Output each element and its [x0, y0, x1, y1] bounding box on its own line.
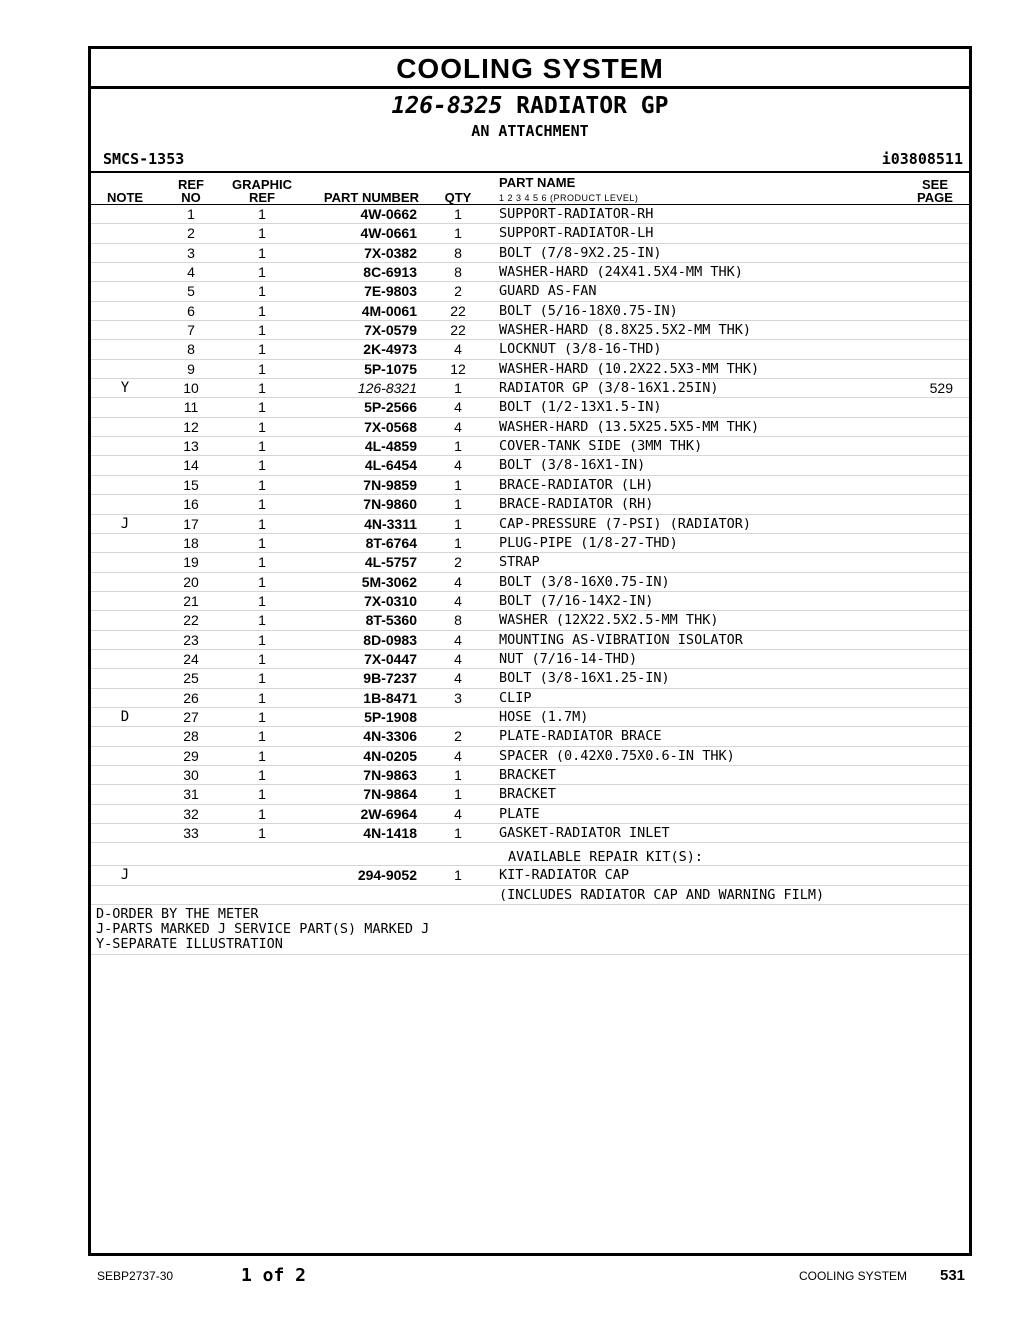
- table-row[interactable]: [91, 262, 969, 281]
- row-part-number[interactable]: 7X-0310: [364, 592, 417, 609]
- row-graphic-ref: 1: [258, 496, 266, 513]
- row-qty: 1: [454, 534, 462, 551]
- row-part-number[interactable]: 8D-0983: [363, 631, 417, 648]
- row-graphic-ref: 1: [258, 360, 266, 377]
- row-part-name: WASHER-HARD (24X41.5X4-MM THK): [499, 264, 743, 281]
- row-ref-no: 1: [187, 206, 195, 222]
- row-qty: 2: [454, 554, 462, 571]
- row-graphic-ref: 1: [258, 554, 266, 571]
- row-part-name: RADIATOR GP (3/8-16X1.25IN): [499, 380, 719, 397]
- row-part-name: BRACKET: [499, 766, 556, 783]
- row-graphic-ref: 1: [258, 283, 266, 300]
- row-part-number[interactable]: 4M-0061: [361, 302, 417, 319]
- row-ref-no: 32: [183, 805, 199, 822]
- row-part-name: BOLT (1/2-13X1.5-IN): [499, 399, 662, 416]
- row-part-number[interactable]: 4W-0662: [360, 206, 417, 222]
- row-ref-no: 18: [183, 534, 199, 551]
- row-part-name: SUPPORT-RADIATOR-LH: [499, 225, 654, 242]
- row-ref-no: 25: [183, 670, 199, 687]
- row-part-number[interactable]: 8T-6764: [365, 534, 417, 551]
- row-qty: 1: [454, 206, 462, 222]
- table-row[interactable]: [91, 475, 969, 494]
- row-qty: 4: [454, 747, 462, 764]
- header-note: NOTE: [106, 190, 144, 205]
- row-ref-no: 30: [183, 766, 199, 783]
- row-qty: 1: [454, 766, 462, 783]
- row-ref-no: 26: [183, 689, 199, 706]
- repair-kit-heading-row: [91, 842, 969, 865]
- row-part-number[interactable]: 1B-8471: [363, 689, 417, 706]
- row-graphic-ref: 1: [258, 805, 266, 822]
- row-ref-no: 2: [187, 225, 195, 242]
- row-part-name: PLATE-RADIATOR BRACE: [499, 728, 662, 745]
- table-row[interactable]: [91, 668, 969, 687]
- table-row[interactable]: [91, 417, 969, 436]
- row-ref-no: 17: [183, 515, 199, 532]
- table-row[interactable]: [91, 707, 969, 726]
- row-part-name: COVER-TANK SIDE (3MM THK): [499, 438, 703, 455]
- row-part-number[interactable]: 4N-3306: [363, 728, 417, 745]
- row-part-name: CLIP: [499, 689, 532, 706]
- table-row[interactable]: [91, 572, 969, 591]
- smcs-code: SMCS-1353: [103, 150, 185, 168]
- row-note: J: [120, 515, 130, 532]
- table-row[interactable]: [91, 223, 969, 242]
- row-part-name: BOLT (7/8-9X2.25-IN): [499, 244, 662, 261]
- parts-page-frame: [88, 46, 972, 1256]
- header-graphic-ref: [229, 178, 295, 204]
- row-graphic-ref: 1: [258, 206, 266, 222]
- group-subtitle: AN ATTACHMENT: [471, 122, 589, 140]
- row-graphic-ref: 1: [258, 573, 266, 590]
- header-qty: QTY: [444, 190, 472, 205]
- row-graphic-ref: 1: [258, 728, 266, 745]
- parts-table: [91, 204, 969, 955]
- row-part-number[interactable]: 4L-5757: [364, 554, 417, 571]
- row-qty: 12: [450, 360, 466, 377]
- row-qty: 4: [454, 631, 462, 648]
- row-part-name: BOLT (7/16-14X2-IN): [499, 592, 654, 609]
- row-graphic-ref: 1: [258, 264, 266, 281]
- row-qty: 8: [454, 244, 462, 261]
- row-ref-no: 14: [183, 457, 199, 474]
- row-graphic-ref: 1: [258, 399, 266, 416]
- table-row[interactable]: [91, 243, 969, 262]
- row-part-number[interactable]: 4L-6454: [364, 457, 417, 474]
- row-qty: 4: [454, 650, 462, 667]
- row-part-name: BRACKET: [499, 786, 556, 803]
- row-ref-no: 19: [183, 554, 199, 571]
- repair-kit-part-number[interactable]: 294-9052: [357, 867, 417, 884]
- row-part-name: WASHER-HARD (10.2X22.5X3-MM THK): [499, 360, 760, 377]
- row-graphic-ref: 1: [258, 322, 266, 339]
- footer-page-of: 1 of 2: [241, 1265, 307, 1286]
- table-row[interactable]: [91, 339, 969, 358]
- header-ref-line1: REF: [178, 177, 204, 192]
- table-row[interactable]: [91, 281, 969, 300]
- repair-kit-note: J: [120, 867, 130, 884]
- row-qty: 1: [454, 225, 462, 242]
- row-part-number[interactable]: 9B-7237: [363, 670, 417, 687]
- table-row[interactable]: [91, 591, 969, 610]
- note-y: Y-SEPARATE ILLUSTRATION: [96, 936, 283, 953]
- row-part-number[interactable]: 7E-9803: [364, 283, 417, 300]
- row-part-name: SPACER (0.42X0.75X0.6-IN THK): [499, 747, 735, 764]
- row-part-name: NUT (7/16-14-THD): [499, 650, 638, 667]
- group-title: [91, 93, 969, 119]
- row-part-name: BOLT (3/8-16X1-IN): [499, 457, 646, 474]
- row-graphic-ref: 1: [258, 670, 266, 687]
- row-ref-no: 22: [183, 612, 199, 629]
- row-graphic-ref: 1: [258, 534, 266, 551]
- row-graphic-ref: 1: [258, 341, 266, 358]
- row-qty: 4: [454, 457, 462, 474]
- row-qty: 22: [450, 322, 466, 339]
- row-qty: 1: [454, 515, 462, 532]
- table-row[interactable]: [91, 204, 969, 223]
- row-part-number[interactable]: 4W-0661: [360, 225, 417, 242]
- row-part-name: PLATE: [499, 805, 540, 822]
- row-part-name: BOLT (5/16-18X0.75-IN): [499, 302, 678, 319]
- row-part-number[interactable]: 126-8321: [357, 380, 417, 397]
- table-row[interactable]: [91, 436, 969, 455]
- table-row[interactable]: [91, 765, 969, 784]
- notes-block: [91, 904, 969, 955]
- row-graphic-ref: 1: [258, 515, 266, 532]
- row-note: D: [120, 708, 130, 725]
- row-part-number[interactable]: 4L-4859: [364, 438, 417, 455]
- row-ref-no: 7: [187, 322, 195, 339]
- row-part-number[interactable]: 5M-3062: [361, 573, 417, 590]
- row-ref-no: 20: [183, 573, 199, 590]
- table-row[interactable]: [91, 494, 969, 513]
- row-qty: 4: [454, 592, 462, 609]
- row-part-name: MOUNTING AS-VIBRATION ISOLATOR: [499, 631, 743, 648]
- row-part-name: BOLT (3/8-16X0.75-IN): [499, 573, 670, 590]
- table-row[interactable]: [91, 610, 969, 629]
- row-graphic-ref: 1: [258, 225, 266, 242]
- row-qty: 1: [454, 380, 462, 397]
- row-ref-no: 6: [187, 302, 195, 319]
- footer-doc-id: SEBP2737-30: [97, 1269, 174, 1283]
- header-see-line2: PAGE: [917, 190, 953, 205]
- row-see-page[interactable]: 529: [929, 380, 953, 397]
- row-part-number[interactable]: 4N-1418: [363, 825, 417, 841]
- row-part-name: BRACE-RADIATOR (RH): [499, 496, 654, 513]
- group-name: RADIATOR GP: [516, 93, 669, 119]
- row-ref-no: 15: [183, 476, 199, 493]
- repair-kit-qty: 1: [454, 867, 462, 884]
- table-row[interactable]: [91, 688, 969, 707]
- row-part-name: SUPPORT-RADIATOR-RH: [499, 206, 654, 222]
- row-part-number[interactable]: 7X-0382: [364, 244, 417, 261]
- header-graphic-line1: GRAPHIC: [232, 177, 292, 192]
- row-qty: 1: [454, 476, 462, 493]
- row-qty: 1: [454, 496, 462, 513]
- row-graphic-ref: 1: [258, 302, 266, 319]
- row-graphic-ref: 1: [258, 476, 266, 493]
- row-graphic-ref: 1: [258, 650, 266, 667]
- header-ref-no: [173, 178, 209, 204]
- footer-section: COOLING SYSTEM: [799, 1269, 908, 1283]
- row-ref-no: 13: [183, 438, 199, 455]
- row-qty: 1: [454, 786, 462, 803]
- repair-kit-name: KIT-RADIATOR CAP: [499, 867, 630, 884]
- row-qty: 1: [454, 438, 462, 455]
- row-part-name: BOLT (3/8-16X1.25-IN): [499, 670, 670, 687]
- row-ref-no: 24: [183, 650, 199, 667]
- row-graphic-ref: 1: [258, 825, 266, 841]
- row-ref-no: 28: [183, 728, 199, 745]
- row-qty: 4: [454, 399, 462, 416]
- header-part-number: PART NUMBER: [323, 190, 419, 205]
- repair-kit-heading: AVAILABLE REPAIR KIT(S):: [508, 849, 704, 866]
- header-part-name: PART NAME: [499, 175, 576, 190]
- note-j: J-PARTS MARKED J SERVICE PART(S) MARKED J: [96, 921, 430, 938]
- illustration-id: i03808511: [881, 150, 963, 168]
- repair-kit-includes-row: [91, 885, 969, 904]
- row-part-number[interactable]: 7X-0579: [364, 322, 417, 339]
- section-title: COOLING SYSTEM: [91, 49, 969, 89]
- row-part-name: STRAP: [499, 554, 540, 571]
- row-part-name: LOCKNUT (3/8-16-THD): [499, 341, 662, 358]
- table-row[interactable]: [91, 320, 969, 339]
- table-row[interactable]: [91, 455, 969, 474]
- row-ref-no: 31: [183, 786, 199, 803]
- row-qty: 4: [454, 805, 462, 822]
- row-ref-no: 12: [183, 418, 199, 435]
- table-row[interactable]: [91, 397, 969, 416]
- row-graphic-ref: 1: [258, 244, 266, 261]
- row-qty: 8: [454, 612, 462, 629]
- row-ref-no: 4: [187, 264, 195, 281]
- row-ref-no: 3: [187, 244, 195, 261]
- row-qty: 4: [454, 670, 462, 687]
- row-part-number[interactable]: 2K-4973: [363, 341, 417, 358]
- row-part-name: WASHER (12X22.5X2.5-MM THK): [499, 612, 719, 629]
- row-part-number[interactable]: 4N-0205: [363, 747, 417, 764]
- table-row[interactable]: [91, 649, 969, 668]
- table-row[interactable]: [91, 823, 969, 842]
- row-part-name: WASHER-HARD (13.5X25.5X5-MM THK): [499, 418, 760, 435]
- row-graphic-ref: 1: [258, 612, 266, 629]
- row-ref-no: 5: [187, 283, 195, 300]
- row-part-number[interactable]: 4N-3311: [364, 515, 417, 532]
- row-part-number[interactable]: 5P-1075: [364, 360, 417, 377]
- note-d: D-ORDER BY THE METER: [96, 906, 259, 923]
- row-graphic-ref: 1: [258, 786, 266, 803]
- row-qty: 2: [454, 283, 462, 300]
- row-ref-no: 11: [183, 399, 199, 416]
- row-part-number[interactable]: 7X-0447: [364, 650, 417, 667]
- header-product-levels: 1 2 3 4 5 6 (PRODUCT LEVEL): [499, 193, 639, 203]
- row-part-name: PLUG-PIPE (1/8-27-THD): [499, 534, 678, 551]
- row-qty: 2: [454, 728, 462, 745]
- row-graphic-ref: 1: [258, 631, 266, 648]
- row-part-number[interactable]: 2W-6964: [360, 805, 417, 822]
- table-row[interactable]: [91, 533, 969, 552]
- table-row[interactable]: [91, 630, 969, 649]
- row-part-number[interactable]: 5P-2566: [364, 399, 417, 416]
- header-graphic-line2: REF: [249, 190, 275, 205]
- row-ref-no: 10: [183, 380, 199, 397]
- row-ref-no: 21: [183, 592, 199, 609]
- table-row[interactable]: [91, 784, 969, 803]
- row-qty: 4: [454, 573, 462, 590]
- table-row[interactable]: [91, 301, 969, 320]
- table-row[interactable]: [91, 804, 969, 823]
- parts-table-body: [91, 204, 969, 842]
- row-ref-no: 27: [183, 708, 199, 725]
- row-graphic-ref: 1: [258, 438, 266, 455]
- repair-kit-row[interactable]: [91, 865, 969, 884]
- row-part-number[interactable]: 7N-9864: [363, 786, 417, 803]
- row-part-number[interactable]: 8T-5360: [365, 612, 417, 629]
- footer-page-number: 531: [940, 1267, 966, 1284]
- row-ref-no: 16: [183, 496, 199, 513]
- row-ref-no: 33: [183, 825, 199, 841]
- row-part-number[interactable]: 7X-0568: [364, 418, 417, 435]
- row-note: Y: [120, 380, 130, 397]
- row-graphic-ref: 1: [258, 380, 266, 397]
- row-graphic-ref: 1: [258, 747, 266, 764]
- table-row[interactable]: [91, 552, 969, 571]
- row-part-name: GUARD AS-FAN: [499, 283, 597, 300]
- row-ref-no: 9: [187, 360, 195, 377]
- table-row[interactable]: [91, 514, 969, 533]
- row-part-name: HOSE (1.7M): [499, 708, 589, 725]
- row-part-name: GASKET-RADIATOR INLET: [499, 825, 670, 841]
- row-graphic-ref: 1: [258, 708, 266, 725]
- row-qty: 1: [454, 825, 462, 841]
- table-row[interactable]: [91, 378, 969, 397]
- header-see-line1: SEE: [921, 177, 948, 192]
- row-graphic-ref: 1: [258, 457, 266, 474]
- row-ref-no: 29: [183, 747, 199, 764]
- table-row[interactable]: [91, 359, 969, 378]
- row-part-number[interactable]: 7N-9860: [363, 496, 417, 513]
- repair-kit-includes: (INCLUDES RADIATOR CAP AND WARNING FILM): [499, 886, 825, 903]
- row-graphic-ref: 1: [258, 689, 266, 706]
- row-qty: 4: [454, 418, 462, 435]
- row-graphic-ref: 1: [258, 418, 266, 435]
- row-qty: 3: [454, 689, 462, 706]
- row-part-number[interactable]: 7N-9863: [363, 766, 417, 783]
- row-ref-no: 8: [187, 341, 195, 358]
- row-ref-no: 23: [183, 631, 199, 648]
- row-qty: 8: [454, 264, 462, 281]
- row-part-number[interactable]: 5P-1908: [364, 708, 417, 725]
- table-row[interactable]: [91, 746, 969, 765]
- row-qty: 4: [454, 341, 462, 358]
- row-qty: 22: [450, 302, 466, 319]
- row-part-name: CAP-PRESSURE (7-PSI) (RADIATOR): [499, 515, 751, 532]
- group-number[interactable]: 126-8325: [391, 93, 503, 119]
- row-part-number[interactable]: 7N-9859: [363, 476, 417, 493]
- header-divider: [91, 171, 969, 173]
- row-part-name: WASHER-HARD (8.8X25.5X2-MM THK): [499, 322, 751, 339]
- row-part-number[interactable]: 8C-6913: [363, 264, 417, 281]
- header-see-page: [915, 178, 955, 204]
- row-graphic-ref: 1: [258, 592, 266, 609]
- row-part-name: BRACE-RADIATOR (LH): [499, 476, 654, 493]
- header-ref-line2: NO: [181, 190, 201, 205]
- table-row[interactable]: [91, 726, 969, 745]
- row-graphic-ref: 1: [258, 766, 266, 783]
